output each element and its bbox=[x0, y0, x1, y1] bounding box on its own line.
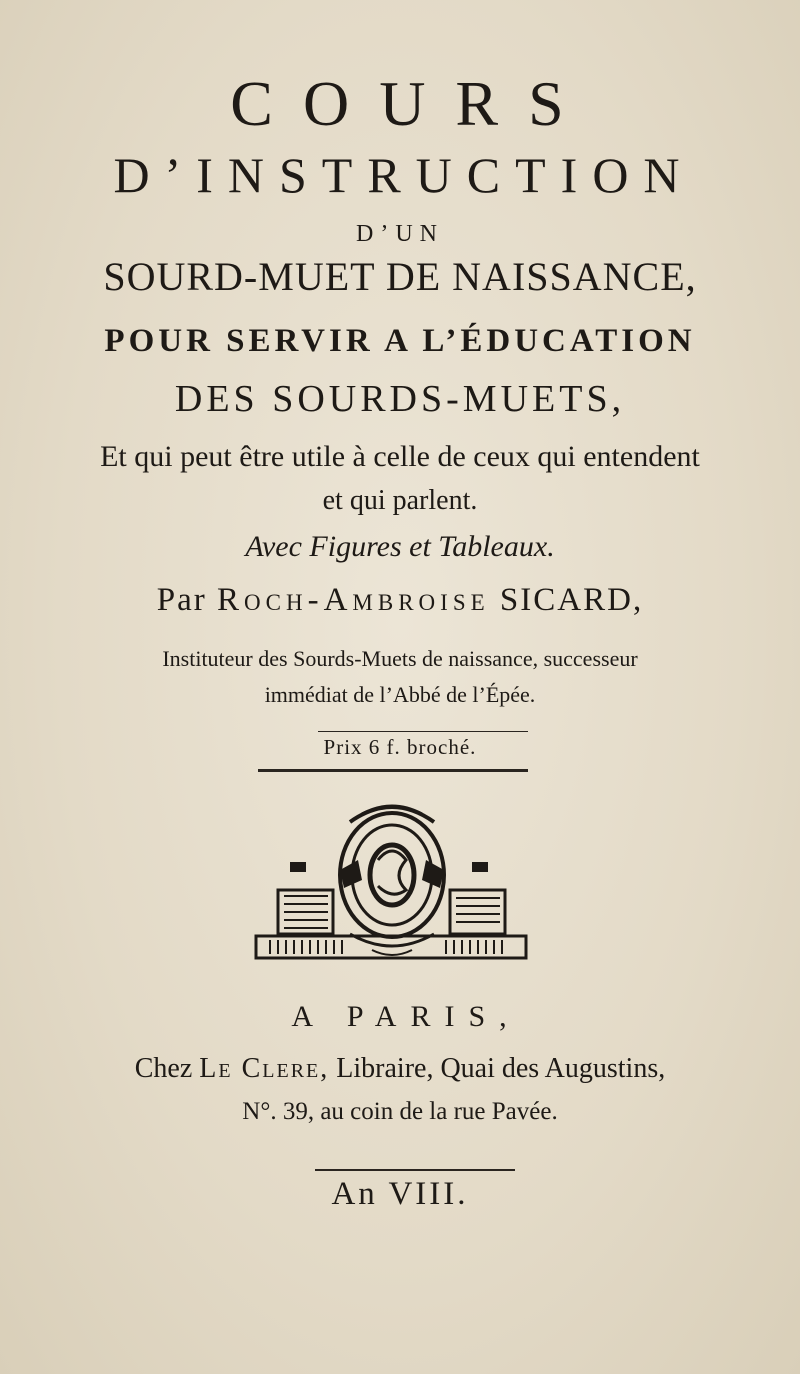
title-pour-servir: POUR SERVIR A L’ÉDUCATION bbox=[104, 323, 696, 359]
price-rule-bottom bbox=[258, 769, 528, 772]
date-rule bbox=[315, 1169, 515, 1171]
title-cours: COURS bbox=[230, 68, 594, 139]
description-line-1: Et qui peut être utile à celle de ceux qui entendent bbox=[100, 440, 700, 473]
publisher-rest: Libraire, Quai des Augustins, bbox=[336, 1053, 666, 1084]
imprint-date: An VIII. bbox=[331, 1176, 469, 1212]
printer-vignette-icon bbox=[250, 800, 535, 970]
author-name: Roch-Ambroise bbox=[217, 582, 490, 618]
author-role-line-1: Instituteur des Sourds-Muets de naissance, successeur bbox=[162, 646, 638, 671]
imprint-publisher bbox=[0, 1055, 800, 1083]
author-surname: SICARD, bbox=[499, 582, 644, 618]
publisher-name: Le Clere, bbox=[199, 1053, 330, 1084]
publisher-prefix: Chez bbox=[134, 1053, 193, 1084]
imprint-city: A PARIS, bbox=[291, 1000, 521, 1033]
title-sourd-muet: SOURD-MUET DE NAISSANCE, bbox=[103, 254, 697, 299]
description-line-2: et qui parlent. bbox=[322, 485, 478, 516]
author-line bbox=[0, 584, 800, 617]
price-rule-top bbox=[318, 731, 528, 732]
title-des-sourds: DES SOURDS-MUETS, bbox=[174, 378, 626, 420]
imprint-address: N°. 39, au coin de la rue Pavée. bbox=[242, 1098, 558, 1125]
price-label: Prix 6 f. broché. bbox=[323, 735, 477, 759]
figures-note: Avec Figures et Tableaux. bbox=[245, 530, 555, 563]
title-instruction: D’INSTRUCTION bbox=[113, 147, 695, 203]
author-prefix: Par bbox=[156, 582, 207, 618]
author-role-line-2: immédiat de l’Abbé de l’Épée. bbox=[264, 682, 536, 707]
title-dun: D’UN bbox=[356, 221, 444, 247]
